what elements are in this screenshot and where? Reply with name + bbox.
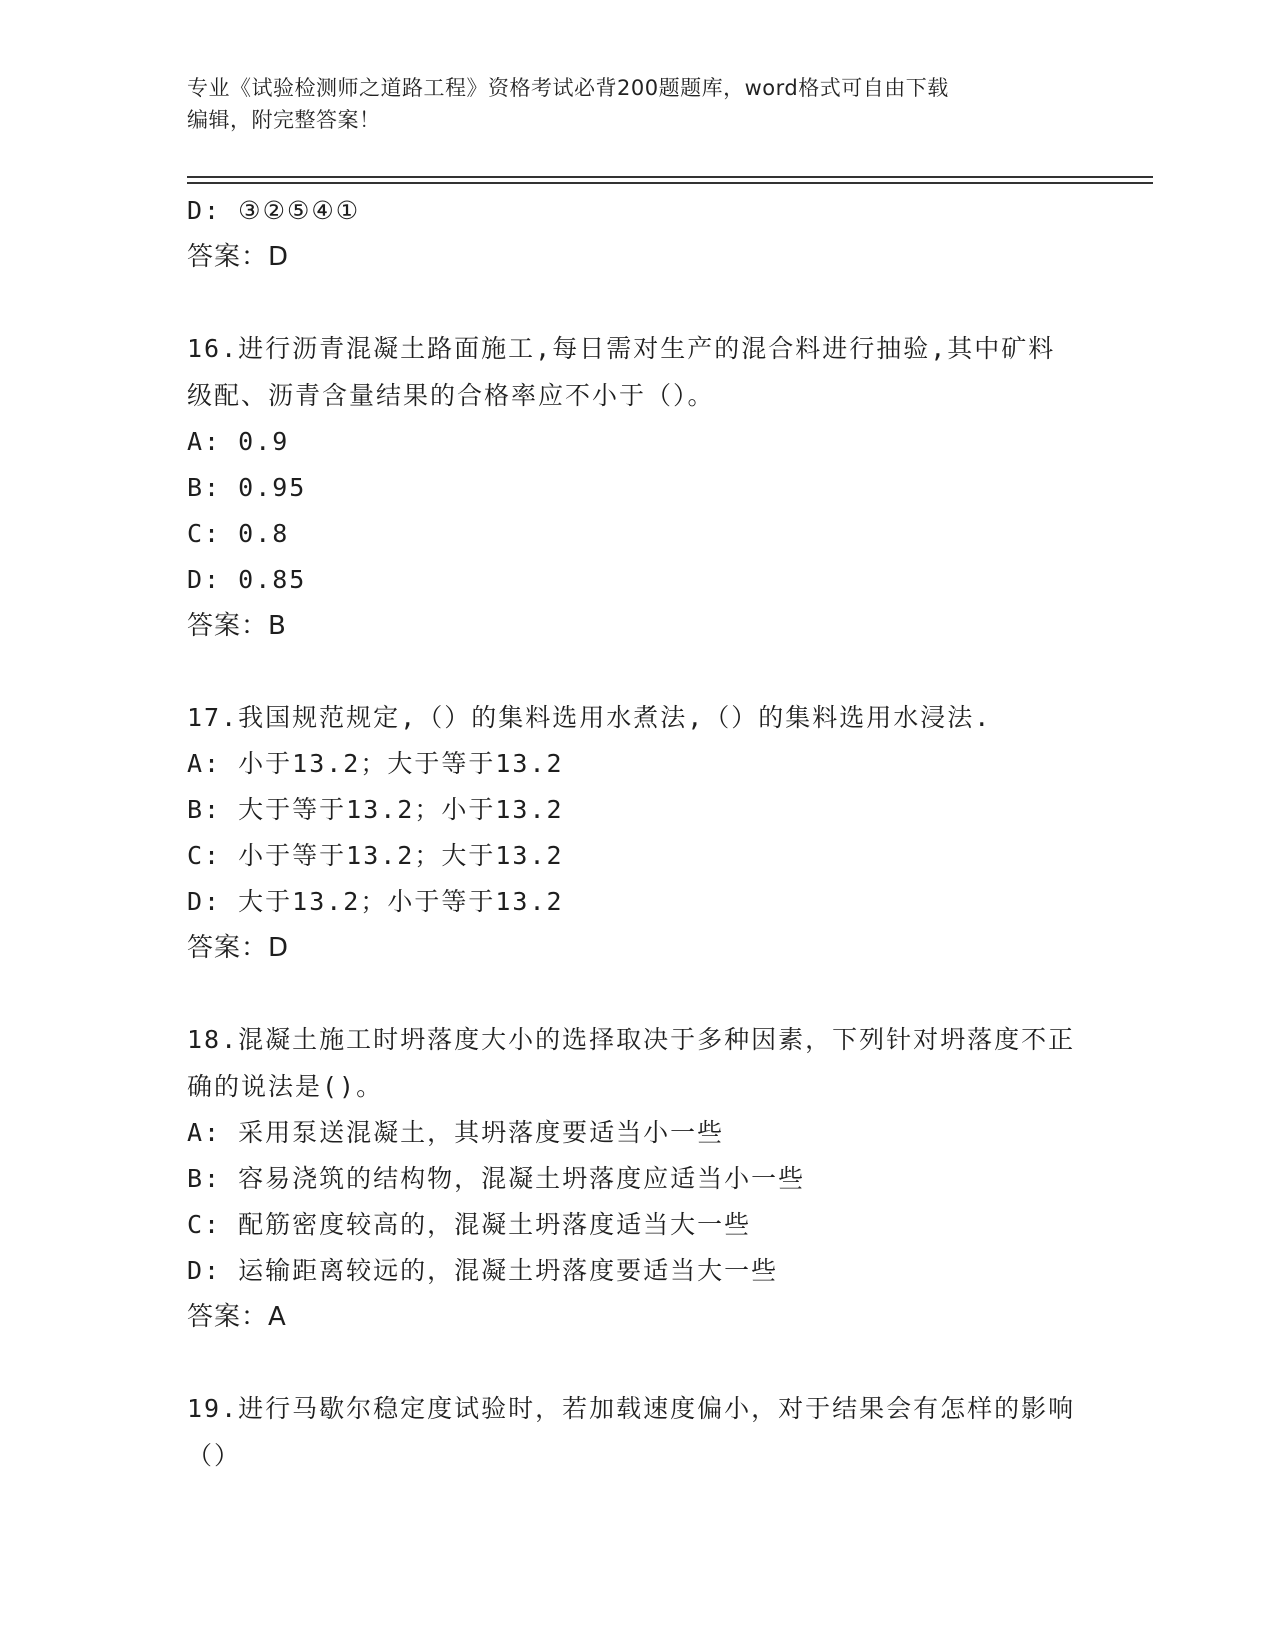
- option-b: B: 大于等于13.2；小于13.2: [187, 795, 564, 824]
- spacer: [187, 971, 1087, 1016]
- option-c: C: 配筋密度较高的，混凝土坍落度适当大一些: [187, 1210, 752, 1239]
- spacer: [187, 649, 1087, 694]
- answer-line: 答案：D: [187, 933, 290, 963]
- option-b: B: 容易浇筑的结构物，混凝土坍落度应适当小一些: [187, 1164, 806, 1193]
- previous-question-tail: [187, 188, 1087, 280]
- question-19: [187, 1385, 1087, 1479]
- question-16: [187, 325, 1087, 649]
- question-17: [187, 694, 1087, 971]
- question-text: 18.混凝土施工时坍落度大小的选择取决于多种因素，下列针对坍落度不正确的说法是()。: [187, 1025, 1076, 1101]
- question-18: [187, 1016, 1087, 1340]
- option-d: D: 大于13.2；小于等于13.2: [187, 887, 564, 916]
- header-divider-bottom: [187, 182, 1153, 184]
- answer-line: 答案：B: [187, 611, 287, 641]
- spacer: [187, 1340, 1087, 1385]
- option-a: A: 小于13.2；大于等于13.2: [187, 749, 564, 778]
- question-text: 17.我国规范规定,（）的集料选用水煮法,（）的集料选用水浸法.: [187, 703, 992, 732]
- document-body: [187, 188, 1087, 1479]
- header-divider-top: [187, 176, 1153, 178]
- header-line-2: 编辑，附完整答案！: [187, 108, 381, 132]
- answer-line: 答案：A: [187, 1302, 287, 1332]
- option-c: C: 0.8: [187, 519, 290, 548]
- answer-line: 答案：D: [187, 242, 290, 272]
- question-text: 16.进行沥青混凝土路面施工,每日需对生产的混合料进行抽验,其中矿料级配、沥青含量结果的合格率应不小于（）。: [187, 334, 1056, 410]
- option-d: D: 运输距离较远的，混凝土坍落度要适当大一些: [187, 1256, 779, 1285]
- question-text: 19.进行马歇尔稳定度试验时，若加载速度偏小，对于结果会有怎样的影响（）: [187, 1394, 1076, 1470]
- spacer: [187, 280, 1087, 325]
- option-c: C: 小于等于13.2；大于13.2: [187, 841, 564, 870]
- option-a: A: 0.9: [187, 427, 290, 456]
- option-a: A: 采用泵送混凝土，其坍落度要适当小一些: [187, 1118, 725, 1147]
- option-d: D: 0.85: [187, 565, 307, 594]
- option-b: B: 0.95: [187, 473, 307, 502]
- option-d: D: ③②⑤④①: [187, 196, 361, 225]
- page-header: [187, 72, 1087, 136]
- header-line-1: 专业《试验检测师之道路工程》资格考试必背200题题库，word格式可自由下载: [187, 76, 949, 100]
